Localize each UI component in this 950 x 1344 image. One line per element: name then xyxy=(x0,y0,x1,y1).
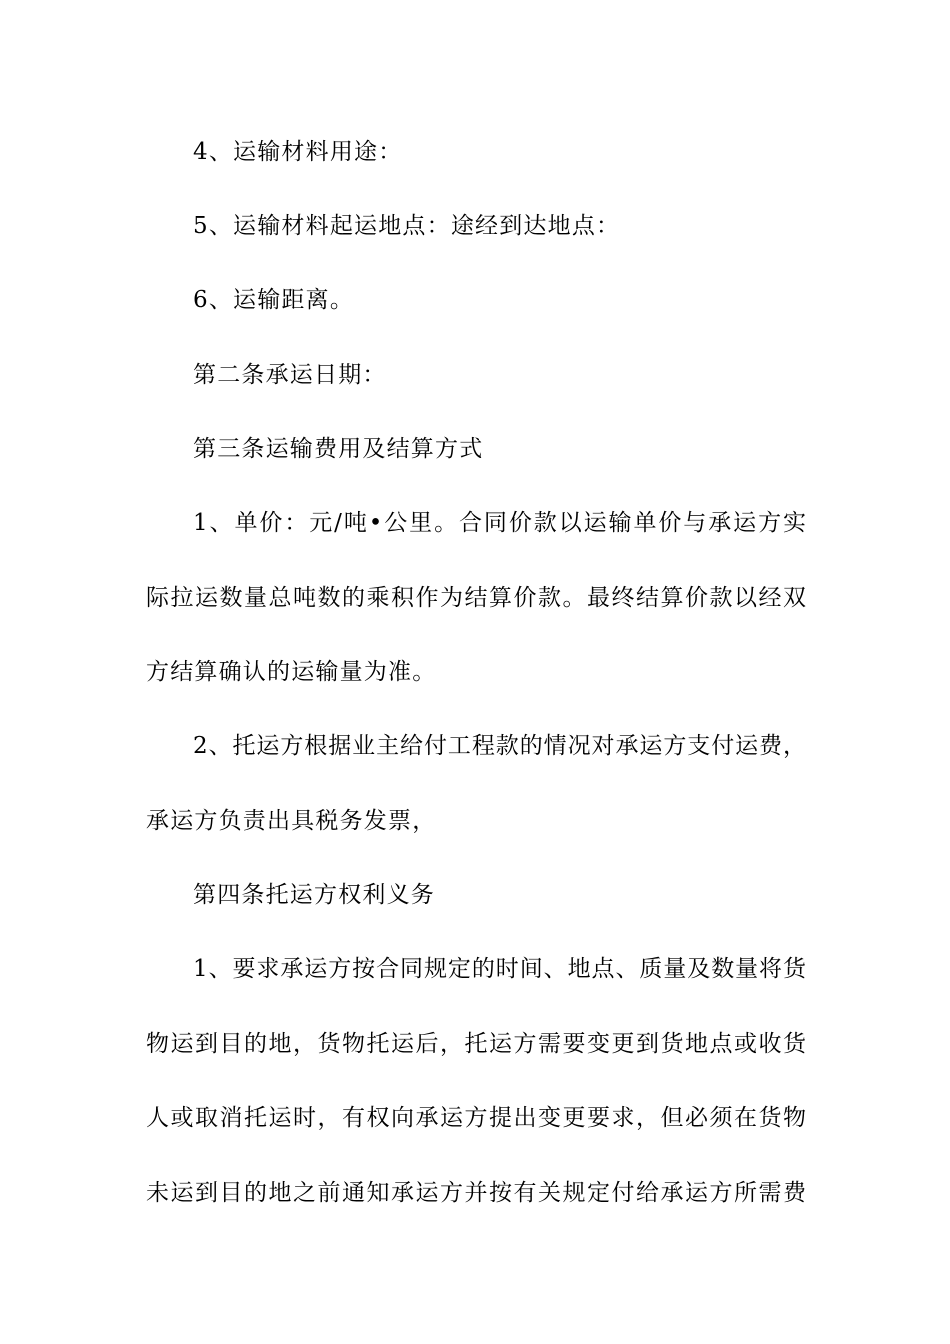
paragraph-line: 1、单价：元/吨•公里。合同价款以运输单价与承运方实 xyxy=(193,510,806,536)
paragraph-line: 物运到目的地，货物托运后，托运方需要变更到货地点或收货 xyxy=(146,1031,806,1057)
item-5-origin-destination: 5、运输材料起运地点：途经到达地点： xyxy=(193,213,621,239)
article-4-heading: 第四条托运方权利义务 xyxy=(193,882,435,908)
paragraph-line: 承运方负责出具税务发票， xyxy=(146,808,437,834)
paragraph-line: 际拉运数量总吨数的乘积作为结算价款。最终结算价款以经双 xyxy=(146,585,806,611)
paragraph-line: 未运到目的地之前通知承运方并按有关规定付给承运方所需费 xyxy=(146,1180,806,1206)
paragraph-line: 人或取消托运时，有权向承运方提出变更要求，但必须在货物 xyxy=(146,1105,806,1131)
paragraph-line: 方结算确认的运输量为准。 xyxy=(146,659,437,685)
item-6-distance: 6、运输距离。 xyxy=(193,287,355,313)
article-2-heading: 第二条承运日期： xyxy=(193,362,387,388)
article-3-heading: 第三条运输费用及结算方式 xyxy=(193,436,484,462)
paragraph-line: 2、托运方根据业主给付工程款的情况对承运方支付运费， xyxy=(193,733,806,759)
item-4-material-use: 4、运输材料用途： xyxy=(193,139,403,165)
paragraph-line: 1、要求承运方按合同规定的时间、地点、质量及数量将货 xyxy=(193,956,806,982)
